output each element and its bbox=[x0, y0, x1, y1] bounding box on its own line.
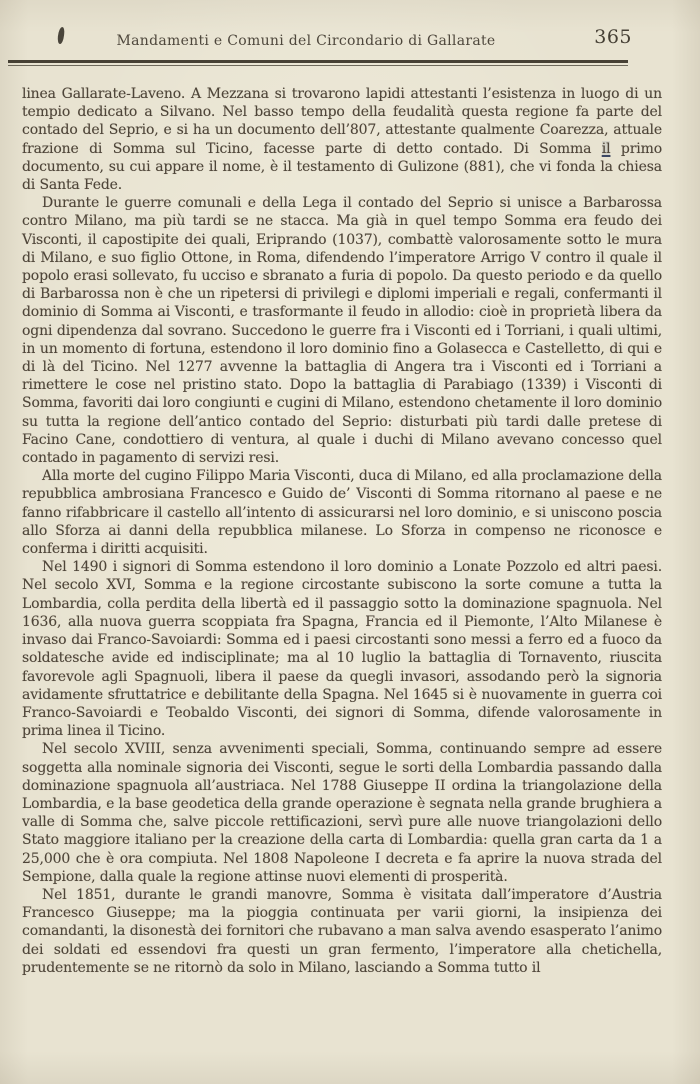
header-rule bbox=[8, 60, 628, 66]
running-header-title: Mandamenti e Comuni del Circondario di Gallarate bbox=[116, 33, 496, 49]
paragraph-4: Nel 1490 i signori di Somma estendono il loro dominio a Lonate Pozzolo ed altri paesi. Nel secolo XVI, Somma e la regione circostante subiscono la sorte comune a tutta la Lombardia, colla perdita della libertà ed il passaggio sotto la dominazione spagnuola. Nel 1636, alla nuova guerra scoppiata fra Spagna, Francia ed il Piemonte, l’Alto Milanese è invaso dai Franco-Savoiardi: Somma ed i paesi circostanti sono messi a ferro ed a fuoco da soldatesche avide ed indisciplinate; ma al 10 luglio la battaglia di Tornavento, riuscita favorevole agli Spagnuoli, libera il paese da quegli invasori, assodando però la signoria avidamente sfruttatrice e debilitante della Spagna. Nel 1645 si è nuovamente in guerra coi Franco-Savoiardi e Teobaldo Visconti, dei signori di Somma, difende valorosamente in prima linea il Ticino. bbox=[22, 559, 662, 740]
page-body bbox=[22, 85, 662, 977]
underlined-word: il bbox=[601, 140, 611, 157]
paragraph-6: Nel 1851, durante le grandi manovre, Somma è visitata dall’imperatore d’Austria Francesco Giuseppe; ma la pioggia continuata per varii giorni, la insipienza dei comandanti, la disonestà dei fornitori che rubavano a man salva avendo esasperato l’animo dei soldati ed essendovi fra questi un gran fermento, l’imperatore alla chetichella, prudentemente se ne ritornò da solo in Milano, lasciando a Somma tutto il bbox=[22, 886, 662, 976]
paragraph-1-text-after: primo documento, su cui appare il nome, è il testamento di Gulizone (881), che vi fonda la chiesa di Santa Fede. bbox=[22, 140, 662, 194]
paragraph-5: Nel secolo XVIII, senza avvenimenti speciali, Somma, continuando sempre ad essere soggetta alla nominale signoria dei Visconti, segue le sorti della Lombardia passando dalla dominazione spagnuola all’austriaca. Nel 1788 Giuseppe II ordina la triangolazione della Lombardia, e la base geodetica della grande operazione è segnata nella grande brughiera a valle di Somma che, salve piccole rettificazioni, servì pure alle nuove triangolazioni dello Stato maggiore italiano per la creazione della carta di Lombardia: quella gran carta da 1 a 25,000 che è ora compiuta. Nel 1808 Napoleone I decreta e fa aprire la nuova strada del Sempione, dalla quale la regione attinse nuovi elementi di prosperità. bbox=[22, 741, 662, 885]
paragraph-1 bbox=[22, 85, 662, 194]
header-rule-thick bbox=[8, 60, 628, 63]
paragraph-2: Durante le guerre comunali e della Lega il contado del Seprio si unisce a Barbarossa contro Milano, ma più tardi se ne stacca. Ma già in quel tempo Somma era feudo dei Visconti, il capostipite dei quali, Eriprando (1037), combattè valorosamente sotto le mura di Milano, e suo figlio Ottone, in Roma, difendendo l’imperatore Arrigo V contro il quale il popolo erasi sollevato, fu ucciso e sbranato a furia di popolo. Da questo periodo e da quello di Barbarossa non è che un ripetersi di privilegi e diplomi imperiali e regali, confermanti il dominio di Somma ai Visconti, e trasformante il feudo in allodio: cioè in proprietà libera da ogni dipendenza dal sovrano. Succedono le guerre fra i Visconti ed i Torriani, i quali ultimi, in un momento di fortuna, estendono il loro dominio fino a Golasecca e Castelletto, di qui e di là del Ticino. Nel 1277 avvenne la battaglia di Angera tra i Visconti ed i Torriani a rimettere le cose nel pristino stato. Dopo la battaglia di Parabiago (1339) i Visconti di Somma, favoriti dai loro congiunti e cugini di Milano, estendono chetamente il loro dominio su tutta la regione dell’antico contado del Seprio: disturbati più tardi dalle pretese di Facino Cane, condottiero di ventura, al quale i duchi di Milano avevano concesso quel contado in pagamento di servizi resi. bbox=[22, 195, 662, 467]
header-rule-thin bbox=[8, 65, 628, 66]
paragraph-3: Alla morte del cugino Filippo Maria Visconti, duca di Milano, ed alla proclamazione della repubblica ambrosiana Francesco e Guido de’ Visconti di Somma ritornano al paese e ne fanno rifabbricare il castello all’intento di assicurarsi nel loro dominio, e si uniscono poscia allo Sforza ai danni della repubblica milanese. Lo Sforza in compenso ne riconosce e conferma i diritti acquisiti. bbox=[22, 468, 662, 558]
page-number: 365 bbox=[594, 26, 632, 48]
paragraph-1-text-before: linea Gallarate-Laveno. A Mezzana si trovarono lapidi attestanti l’esistenza in luogo di un tempio dedicato a Silvano. Nel basso tempo della feudalità questa regione fa parte del contado del Seprio, e si ha un documento dell’807, attestante qualmente Coarezza, attuale frazione di Somma sul Ticino, facesse parte di detto contado. Di Somma bbox=[22, 86, 662, 157]
